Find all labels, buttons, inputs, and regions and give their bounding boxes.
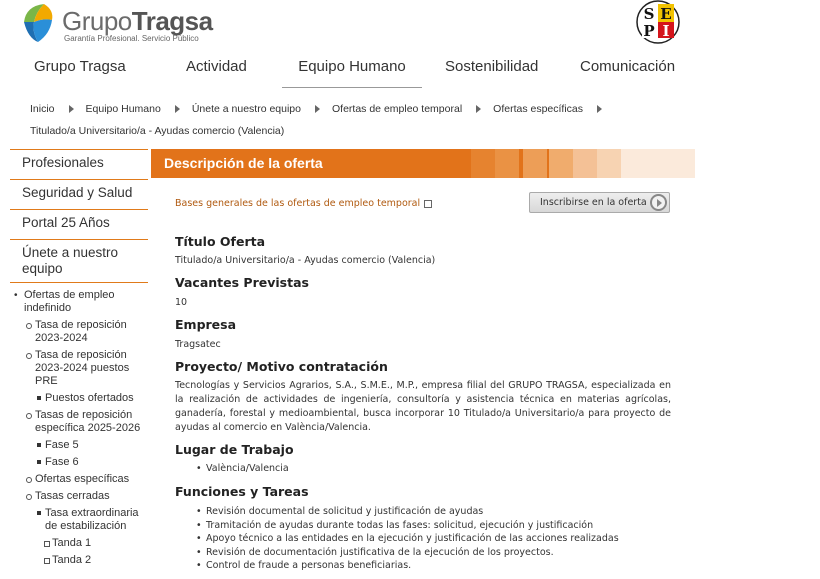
brand-name-part2: Tragsa: [131, 6, 213, 36]
tree-item[interactable]: Tanda 1: [10, 537, 148, 550]
grupo-tragsa-logo[interactable]: [22, 2, 212, 46]
list-item: • Revisión de documentación justificativa de la ejecución de los proyectos.: [196, 546, 619, 560]
list-item: • Control de fraude a personas beneficiarias.: [196, 559, 619, 573]
breadcrumb-arrow-icon: [597, 105, 602, 113]
banner-gradient-block: [621, 149, 695, 178]
inscribe-button[interactable]: Inscribirse en la oferta: [529, 192, 670, 213]
sidebar-profesionales[interactable]: Profesionales: [10, 149, 148, 179]
bases-link[interactable]: Bases generales de las ofertas de empleo temporal: [175, 198, 432, 209]
arrow-right-icon: [650, 194, 667, 211]
breadcrumb-ofertas-especificas[interactable]: Ofertas específicas: [493, 103, 584, 115]
tree-item[interactable]: Tasas de reposición específica 2025-2026: [10, 409, 148, 435]
nav-sostenibilidad[interactable]: Sostenibilidad: [445, 58, 539, 75]
section-heading-empresa: Empresa: [175, 317, 237, 332]
banner-gradient-block: [573, 149, 597, 178]
banner-gradient-block: [523, 149, 547, 178]
breadcrumb-unete[interactable]: Únete a nuestro equipo: [191, 103, 301, 115]
sepi-letter-i: I: [662, 22, 670, 40]
tree-item[interactable]: Fase 6: [10, 456, 148, 469]
breadcrumb-current: Titulado/a Universitario/a - Ayudas comercio (Valencia): [30, 125, 285, 137]
section-value-empresa: Tragsatec: [175, 339, 221, 350]
funciones-list: [196, 505, 619, 573]
brand-tagline: Garantía Profesional. Servicio Público: [64, 34, 199, 43]
sidebar-tree: [10, 289, 148, 567]
breadcrumb-arrow-icon: [315, 105, 320, 113]
sidebar-seguridad-salud[interactable]: Seguridad y Salud: [10, 179, 148, 209]
external-link-icon: [424, 200, 432, 208]
brand-name-part1: Grupo: [62, 6, 132, 36]
section-heading-funciones: Funciones y Tareas: [175, 484, 309, 499]
nav-grupo-tragsa[interactable]: Grupo Tragsa: [34, 58, 126, 75]
banner-gradient-block: [495, 149, 519, 178]
tree-item[interactable]: Puestos ofertados: [10, 392, 148, 405]
section-heading-vacantes: Vacantes Previstas: [175, 275, 309, 290]
banner-gradient-block: [471, 149, 495, 178]
sidebar-portal-25[interactable]: Portal 25 Años: [10, 209, 148, 239]
section-heading-titulo: Título Oferta: [175, 234, 266, 249]
section-value-proyecto: Tecnologías y Servicios Agrarios, S.A., S.M.E., M.P., empresa filial del GRUPO TRAGSA, especializada en la realización de actividades de ingeniería, consultoría y asistencia técnica en materias agrícolas, ganadería, forestal y medioambiental, busca incorporar 10 Titulado/a Universitario/a para proyecto de ayudas al comercio en València/Valencia.: [175, 380, 671, 433]
section-heading-lugar: Lugar de Trabajo: [175, 442, 294, 457]
breadcrumb-equipo-humano[interactable]: Equipo Humano: [85, 103, 161, 115]
tragsa-logo-icon: [22, 2, 56, 44]
sidebar: [10, 149, 148, 571]
tree-item[interactable]: Tasa de reposición 2023-2024: [10, 319, 148, 345]
tree-item[interactable]: Tasa de reposición 2023-2024 puestos PRE: [10, 349, 148, 388]
tree-item[interactable]: Tanda 2: [10, 554, 148, 567]
banner-gradient-block: [597, 149, 621, 178]
banner-gradient-block: [549, 149, 573, 178]
section-heading-proyecto: Proyecto/ Motivo contratación: [175, 359, 388, 374]
breadcrumb-ofertas-temporal[interactable]: Ofertas de empleo temporal: [332, 103, 463, 115]
section-value-titulo: Titulado/a Universitario/a - Ayudas comercio (Valencia): [175, 255, 436, 266]
sepi-letter-e: E: [660, 5, 672, 23]
breadcrumb-arrow-icon: [175, 105, 180, 113]
lugar-list: [196, 462, 289, 476]
section-value-vacantes: 10: [175, 297, 188, 308]
tree-item[interactable]: • Ofertas de empleo indefinido: [10, 289, 148, 315]
tree-item[interactable]: Ofertas específicas: [10, 473, 148, 486]
list-item: • Apoyo técnico a las entidades en la ejecución y justificación de las acciones realizadas: [196, 532, 619, 546]
main-nav: [0, 58, 700, 88]
tree-item[interactable]: Tasas cerradas: [10, 490, 148, 503]
offer-banner: [151, 149, 695, 178]
sepi-letter-p: P: [643, 22, 655, 40]
list-item: • Revisión documental de solicitud y justificación de ayudas: [196, 505, 619, 519]
list-item: • València/Valencia: [196, 462, 289, 476]
tree-item[interactable]: Fase 5: [10, 439, 148, 452]
nav-equipo-humano[interactable]: Equipo Humano: [282, 58, 422, 88]
breadcrumb-arrow-icon: [69, 105, 74, 113]
breadcrumb-arrow-icon: [476, 105, 481, 113]
sidebar-unete[interactable]: Únete a nuestro equipo: [10, 239, 148, 283]
nav-comunicacion[interactable]: Comunicación: [580, 58, 676, 75]
breadcrumb-inicio[interactable]: Inicio: [30, 103, 55, 115]
list-item: • Tramitación de ayudas durante todas las fases: solicitud, ejecución y justificación: [196, 519, 619, 533]
sepi-letter-s: S: [643, 5, 655, 23]
sepi-logo[interactable]: [636, 0, 680, 44]
banner-title: Descripción de la oferta: [164, 155, 323, 171]
nav-actividad[interactable]: Actividad: [186, 58, 247, 75]
tree-item[interactable]: Tasa extraordinaria de estabilización: [10, 507, 148, 533]
breadcrumb: [30, 98, 670, 142]
